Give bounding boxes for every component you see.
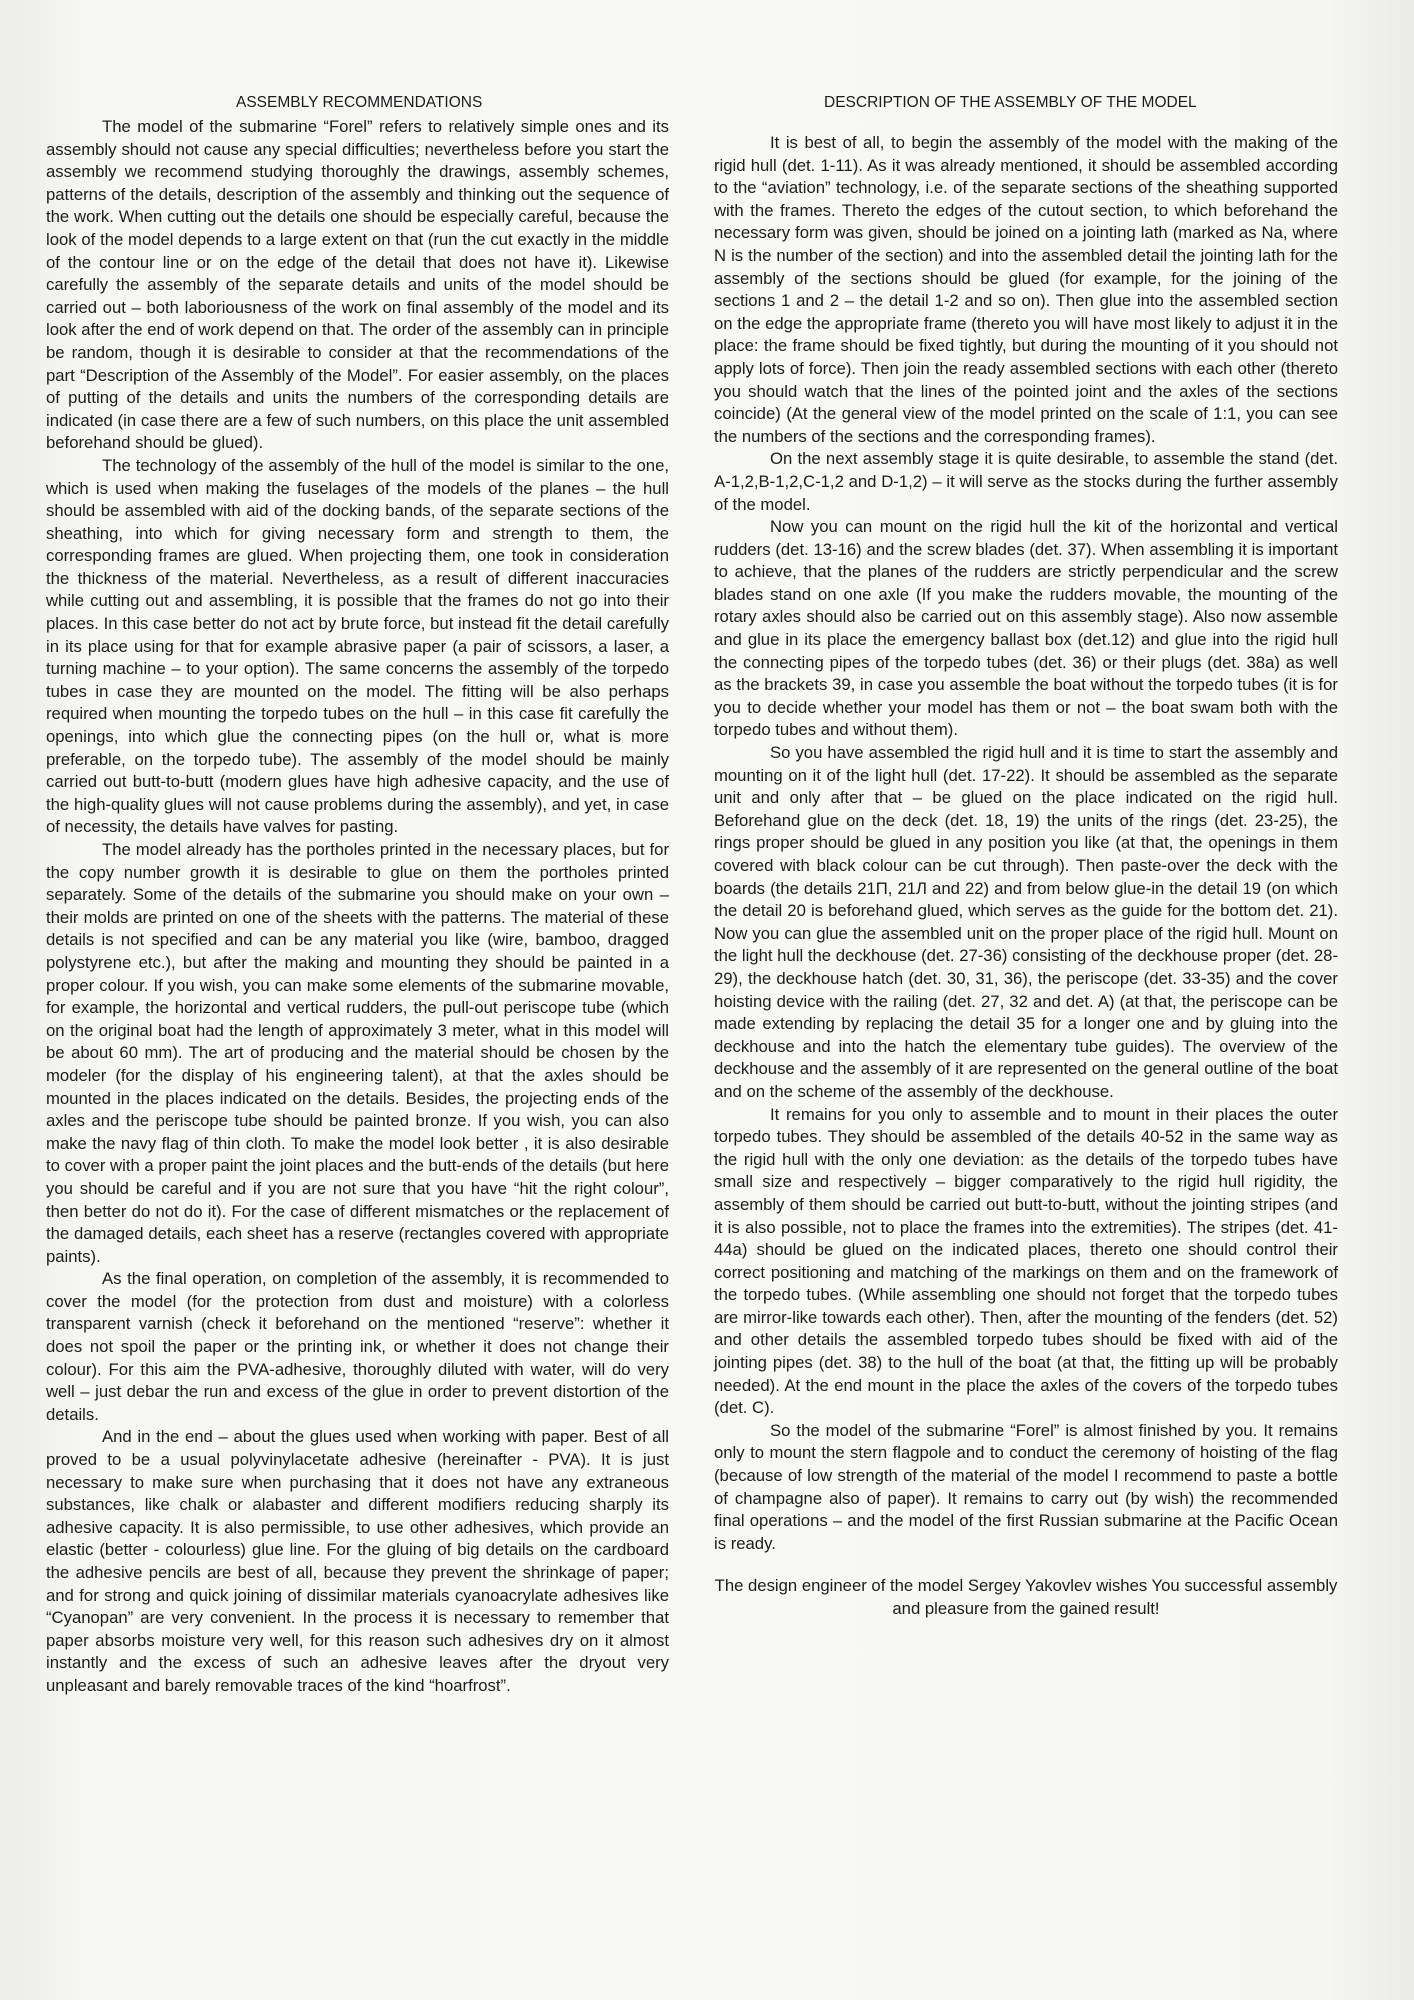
assembly-description-column: [714, 92, 1338, 1621]
paragraph: The model already has the portholes printed in the necessary places, but for the copy number growth it is desirable to glue on them the portholes printed separately. Some of the details of the submarine you should make on your own – their molds are printed on one of the sheets with the patterns. The material of these details is not specified and can be any material you like (wire, bamboo, dragged polystyrene etc.), but after the making and mounting they should be painted in a proper colour. If you wish, you can make some elements of the submarine movable, for example, the horizontal and vertical rudders, the pull-out periscope tube (which on the original boat had the length of approximately 3 meter, what in this model will be about 60 mm). The art of producing and the material should be chosen by the modeler (for the display of his engineering talent), at that the axles should be mounted in the places indicated on the details. Besides, the projecting ends of the axles and the periscope tube should be painted bronze. If you wish, you can also make the navy flag of thin cloth. To make the model look better , it is also desirable to cover with a proper paint the joint places and the butt-ends of the details (but here you should be careful and if you are not sure that you have “hit the right colour”, then better do not do it). For the case of different mismatches or the replacement of the damaged details, each sheet has a reserve (rectangles covered with appropriate paints).: [46, 840, 669, 1266]
paragraph: And in the end – about the glues used when working with paper. Best of all proved to be a usual polyvinylacetate adhesive (hereinafter - PVA). It is just necessary to make sure when purchasing that it does not have any extraneous substances, like chalk or alabaster and different modifiers reducing sharply its adhesive capacity. It is also permissible, to use other adhesives, which provide an elastic (better - colourless) glue line. For the gluing of big details on the cardboard the adhesive pencils are best of all, because they prevent the shrinkage of paper; and for strong and quick joining of dissimilar materials cyanoacrylate adhesives like “Cyanopan” are very convenient. In the process it is necessary to remember that paper absorbs moisture very well, for this reason such adhesives dry on it almost instantly and the excess of such an adhesive leaves after the dryout very unpleasant and barely removable traces of the kind “hoarfrost”.: [46, 1427, 669, 1695]
assembly-recommendations-heading: ASSEMBLY RECOMMENDATIONS: [236, 94, 483, 111]
paragraph: So you have assembled the rigid hull and it is time to start the assembly and mounting on it of the light hull (det. 17-22). It should be assembled as the separate unit and only after that – be glued on the place indicated on the rigid hull. Beforehand glue on the deck (det. 18, 19) the units of the rings (det. 23-25), the rings proper should be glued in any position you like (at that, the openings in them covered with black colour can be cut through). Then paste-over the deck with the boards (the details 21П, 21Л and 22) and from below glue-in the detail 19 (on which the detail 20 is beforehand glued, which serves as the guide for the bottom det. 21). Now you can glue the assembled unit on the proper place of the rigid hull. Mount on the light hull the deckhouse (det. 27-36) consisting of the deckhouse proper (det. 28-29), the deckhouse hatch (det. 30, 31, 36), the periscope (det. 33-35) and the cover hoisting device with the railing (det. 27, 32 and det. A) (at that, the periscope can be made extending by replacing the detail 35 for a longer one and by gluing into the deckhouse and into the hatch the elementary tube guides). The overview of the deckhouse and the assembly of it are represented on the general outline of the boat and on the scheme of the assembly of the deckhouse.: [714, 743, 1338, 1101]
paragraph: The model of the submarine “Forel” refers to relatively simple ones and its assembly should not cause any special difficulties; nevertheless before you start the assembly we recommend studying thoroughly the drawings, assembly schemes, patterns of the details, description of the assembly and thinking out the sequence of the work. When cutting out the details one should be especially careful, because the look of the model depends to a large extent on that (run the cut exactly in the middle of the contour line or on the edge of the detail that does not have it). Likewise carefully the assembly of the separate details and units of the model should be carried out – both laboriousness of the work on final assembly of the model and its look after the end of work depend on that. The order of the assembly can in principle be random, though it is desirable to consider at that the recommendations of the part “Description of the Assembly of the Model”. For easier assembly, on the places of putting of the details and units the numbers of the corresponding details are indicated (in case there are a few of such numbers, on this place the unit assembled beforehand should be glued).: [46, 117, 669, 453]
paragraph: It is best of all, to begin the assembly of the model with the making of the rigid hull (det. 1-11). As it was already mentioned, it should be assembled according to the “aviation” technology, i.e. of the separate sections of the sheathing supported with the frames. Thereto the edges of the cutout section, to which beforehand the necessary form was given, should be joined on a jointing lath (marked as Na, where N is the number of the section) and into the assembled detail the jointing lath for the assembly of the sections should be glued (for example, for the joining of the sections 1 and 2 – the detail 1-2 and so on). Then glue into the assembled section on the edge the appropriate frame (thereto you will have most likely to adjust it in the place: the frame should be fixed tightly, but during the mounting of it you should not apply lots of force). Then join the ready assembled sections with each other (thereto you should watch that the lines of the pointed joint and the axles of the sections coincide) (At the general view of the model printed on the scale of 1:1, you can see the numbers of the sections and the corresponding frames).: [714, 133, 1338, 446]
paragraph: Now you can mount on the rigid hull the kit of the horizontal and vertical rudders (det. 13-16) and the screw blades (det. 37). When assembling it is important to achieve, that the planes of the rudders are strictly perpendicular and the screw blades stand on one axle (If you make the rudders movable, the mounting of the rotary axles should also be carried out on this assembly stage). Also now assemble and glue in its place the emergency ballast box (det.12) and glue into the rigid hull the connecting pipes of the torpedo tubes (det. 36) or their plugs (det. 38a) as well as the brackets 39, in case you assemble the boat without the torpedo tubes (it is for you to decide whether your model has them or not – the boat swam both with the torpedo tubes and without them).: [714, 517, 1338, 740]
paragraph: So the model of the submarine “Forel” is almost finished by you. It remains only to mount the stern flagpole and to conduct the ceremony of hoisting of the flag (because of low strength of the material of the model I recommend to paste a bottle of champagne also of paper). It remains to carry out (by wish) the recommended final operations – and the model of the first Russian submarine at the Pacific Ocean is ready.: [714, 1420, 1338, 1553]
paragraph: As the final operation, on completion of the assembly, it is recommended to cover the model (for the protection from dust and moisture) with a colorless transparent varnish (check it beforehand on the mentioned “reserve”: whether it does not spoil the paper or the printing ink, or whether it does not change their colour). For this aim the PVA-adhesive, thoroughly diluted with water, will do very well – just debar the run and excess of the glue in order to prevent distortion of the details.: [46, 1269, 669, 1424]
assembly-recommendations-column: [46, 92, 669, 1698]
assembly-description-heading: DESCRIPTION OF THE ASSEMBLY OF THE MODEL: [824, 94, 1197, 111]
paragraph: The technology of the assembly of the hull of the model is similar to the one, which is used when making the fuselages of the models of the planes – the hull should be assembled with aid of the docking bands, of the separate sections of the sheathing, into which for giving necessary form and strength to them, the corresponding frames are glued. When projecting them, one took in consideration the thickness of the material. Nevertheless, as a result of different inaccuracies while cutting out and assembling, it is possible that the frames do not go into their places. In this case better do not act by brute force, but instead fit the detail carefully in its place using for that for example abrasive paper (a pair of scissors, a laser, a turning machine – to your option). The same concerns the assembly of the torpedo tubes in case they are mounted on the model. The fitting will be also perhaps required when mounting the torpedo tubes on the hull – in this case fit carefully the openings, into which glue the connecting pipes (on the hull or, what is more preferable, on the torpedo tube). The assembly of the model should be mainly carried out butt-to-butt (modern glues have high adhesive capacity, and the use of the high-quality glues will not cause problems during the assembly), and yet, in case of necessity, the details have valves for pasting.: [46, 455, 669, 837]
closing-signature: The design engineer of the model Sergey Yakovlev wishes You successful assembly and pleasure from the gained result!: [714, 1576, 1338, 1618]
paragraph: On the next assembly stage it is quite desirable, to assemble the stand (det. A-1,2,B-1,2,C-1,2 and D-1,2) – it will serve as the stocks during the further assembly of the model.: [714, 449, 1338, 514]
paragraph: It remains for you only to assemble and to mount in their places the outer torpedo tubes. They should be assembled of the details 40-52 in the same way as the rigid hull with the only one deviation: as the details of the torpedo tubes have small size and respectively – bigger comparatively to the rigid hull rigidity, the assembly of them should be carried out butt-to-butt, without the jointing stripes (and it is also possible, not to place the frames into the extremities). The stripes (det. 41-44a) should be glued on the indicated places, thereto one should control their correct positioning and matching of the markings on them and on the framework of the torpedo tubes. (While assembling one should not forget that the torpedo tubes are mirror-like towards each other). Then, after the mounting of the fenders (det. 52) and other details the assembled torpedo tubes should be fixed with aid of the jointing pipes (det. 38) to the hull of the boat (at that, the fitting up will be probably needed). At the end mount in the place the axles of the covers of the torpedo tubes (det. C).: [714, 1104, 1338, 1418]
